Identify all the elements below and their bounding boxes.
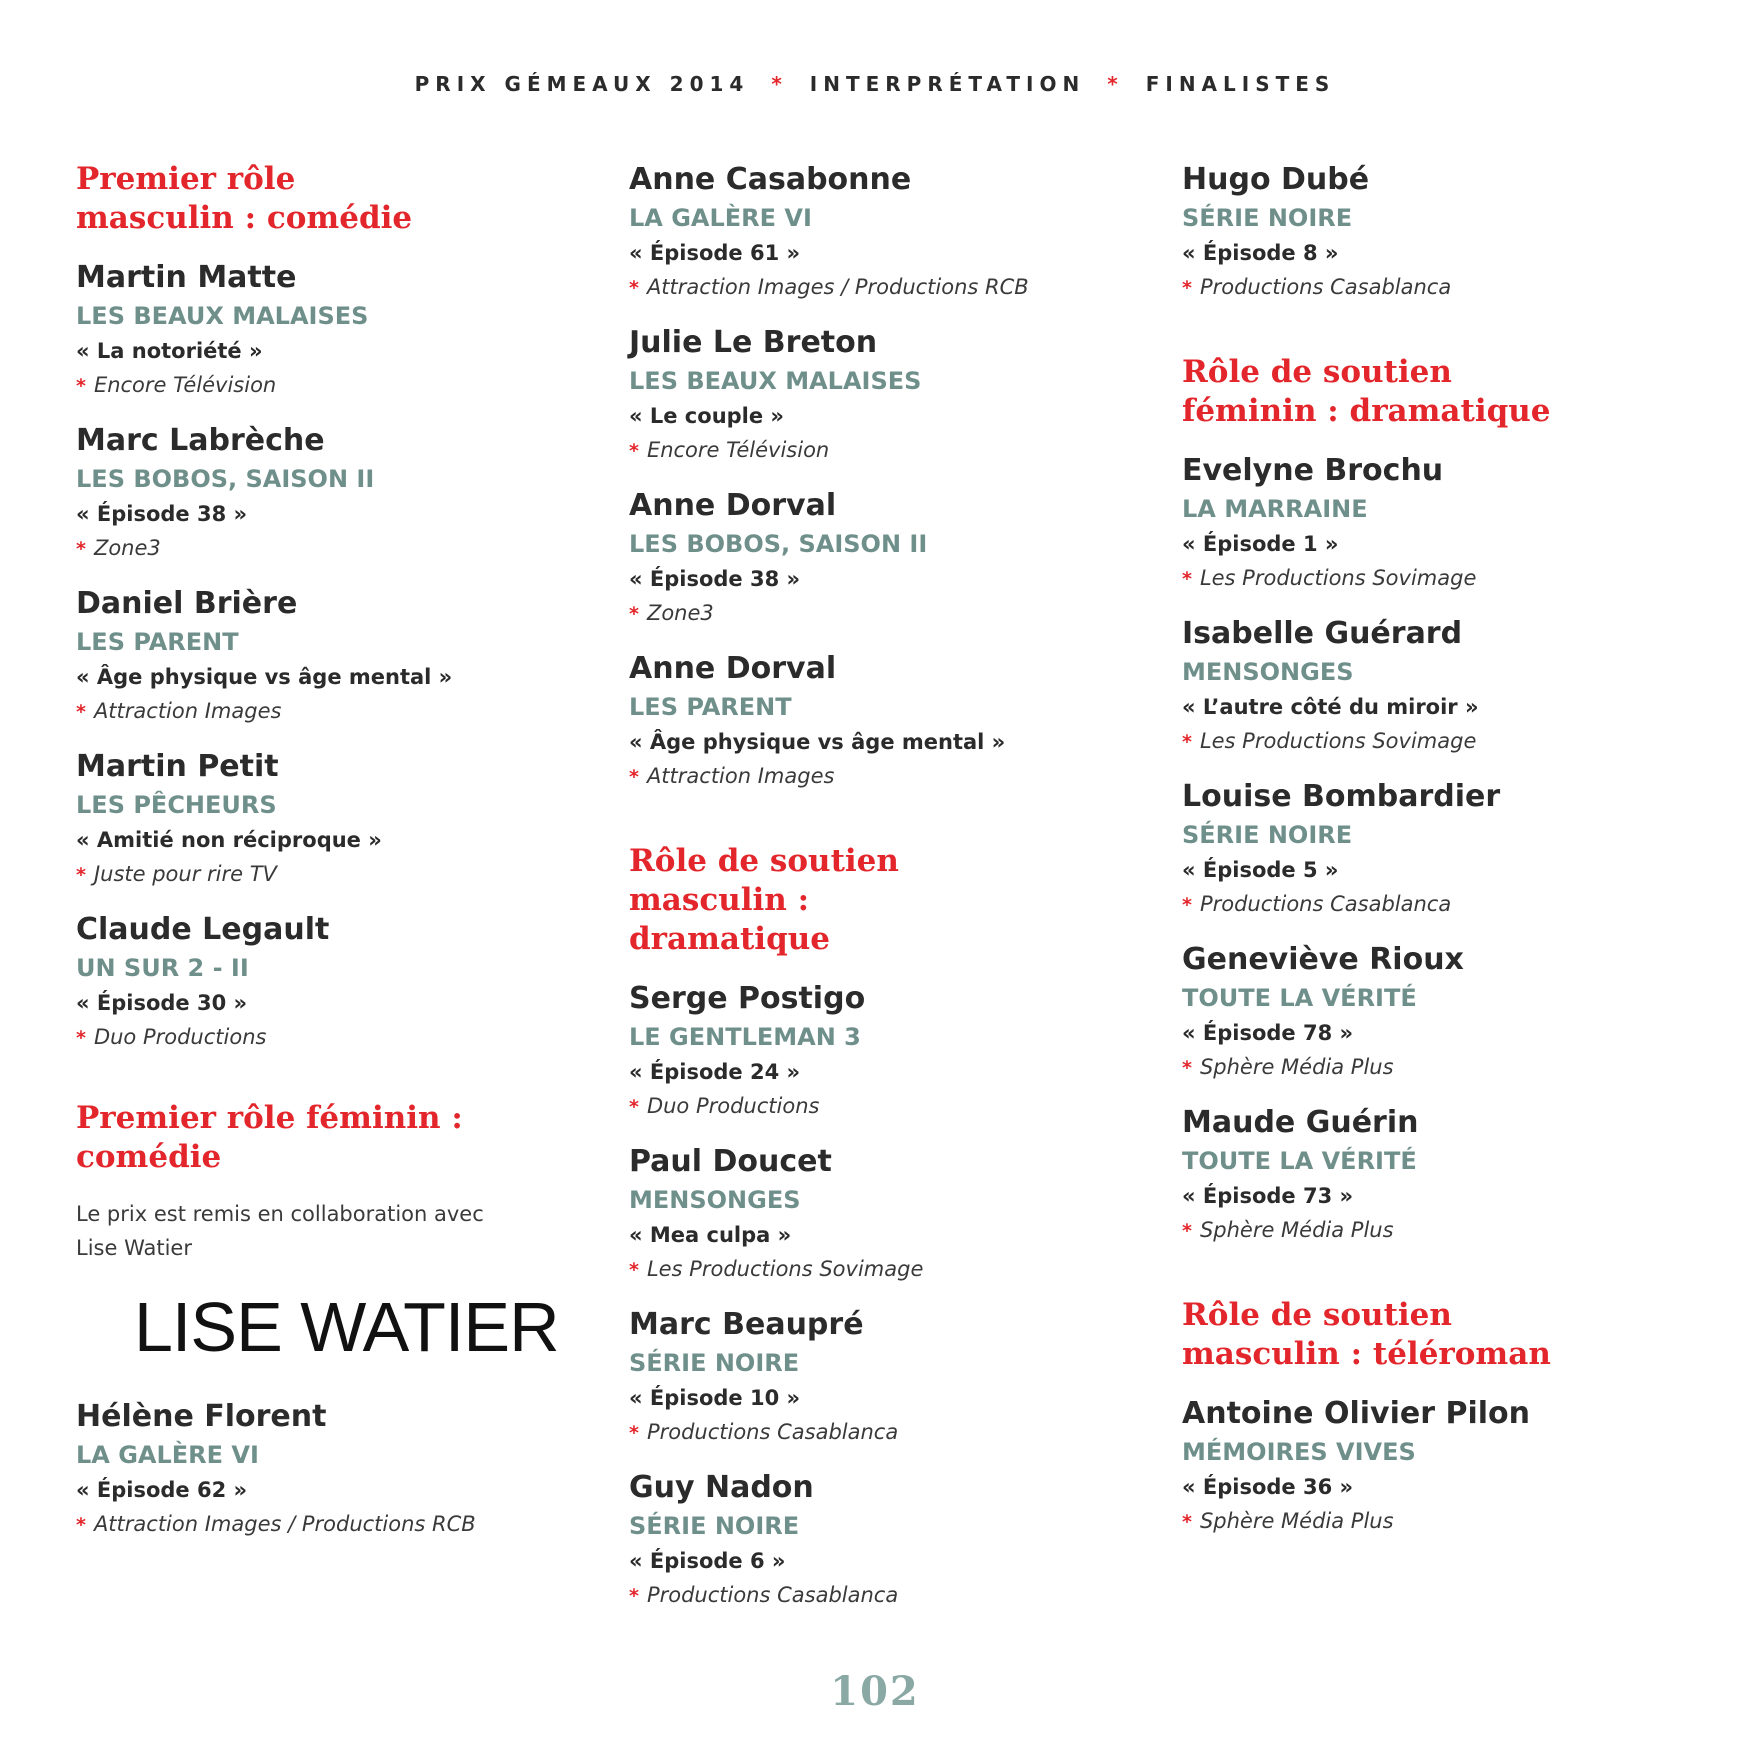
production-company [1182,1504,1712,1539]
star-icon: * [629,1422,639,1444]
show-title: MENSONGES [1182,658,1354,686]
production-company [1182,1050,1712,1085]
nominee-name: Julie Le Breton [629,325,878,360]
finalist-entry [629,323,1149,468]
episode-title: « Épisode 5 » [1182,858,1339,882]
nominee-name: Geneviève Rioux [1182,942,1464,977]
star-icon: * [1182,277,1192,299]
episode-title: « Épisode 38 » [629,567,801,591]
show-title: SÉRIE NOIRE [1182,204,1353,232]
finalist-entry [1182,614,1712,759]
finalist-list [1182,1394,1712,1539]
episode-title: « Épisode 6 » [629,1549,786,1573]
episode-title: « Épisode 73 » [1182,1184,1354,1208]
section-title: Premier rôle féminin : comédie [76,1100,463,1175]
nominee-name: Guy Nadon [629,1470,814,1505]
episode-title: « Amitié non réciproque » [76,828,382,852]
finalist-entry [1182,160,1712,305]
episode-title: « Mea culpa » [629,1223,792,1247]
finalist-list [76,1397,596,1542]
finalist-entry [1182,451,1712,596]
episode-title: « Épisode 1 » [1182,532,1339,556]
nominee-name: Anne Dorval [629,651,837,686]
lise-watier-logo: LISE WATIER [134,1288,559,1366]
finalist-entry [1182,1394,1712,1539]
star-icon: * [1182,568,1192,590]
episode-title: « Épisode 10 » [629,1386,801,1410]
show-title: TOUTE LA VÉRITÉ [1182,984,1417,1012]
show-title: LA GALÈRE VI [76,1441,259,1469]
episode-title: « Âge physique vs âge mental » [76,665,453,689]
star-icon: * [76,701,86,723]
episode-title: « Épisode 38 » [76,502,248,526]
finalist-entry [1182,1103,1712,1248]
show-title: LES PARENT [629,693,792,721]
finalist-entry [76,747,596,892]
nominee-name: Hugo Dubé [1182,162,1370,197]
production-company [1182,561,1712,596]
nominee-name: Antoine Olivier Pilon [1182,1396,1530,1431]
finalist-entry [1182,940,1712,1085]
finalist-entry [1182,777,1712,922]
production-name: Duo Productions [93,1025,267,1049]
show-title: SÉRIE NOIRE [629,1512,800,1540]
nominee-name: Anne Casabonne [629,162,912,197]
nominee-name: Martin Petit [76,749,279,784]
column-2 [629,160,1149,1631]
nominee-name: Daniel Brière [76,586,298,621]
show-title: LES BEAUX MALAISES [629,367,922,395]
production-name: Encore Télévision [646,438,830,462]
production-name: Sphère Média Plus [1199,1055,1394,1079]
production-company [629,1089,1149,1124]
header-category: INTERPRÉTATION [809,72,1086,96]
nominee-name: Paul Doucet [629,1144,832,1179]
star-icon: * [76,538,86,560]
finalist-list [629,979,1149,1613]
show-title: LA GALÈRE VI [629,204,812,232]
sponsor-note: Le prix est remis en collaboration avec Lise Watier [76,1202,484,1260]
page-number: 102 [830,1668,920,1715]
nominee-name: Hélène Florent [76,1399,327,1434]
production-name: Encore Télévision [93,373,277,397]
finalist-entry [629,1468,1149,1613]
production-company [1182,887,1712,922]
show-title: LES BOBOS, SAISON II [629,530,928,558]
finalist-entry [76,421,596,566]
show-title: LES BOBOS, SAISON II [76,465,375,493]
production-name: Les Productions Sovimage [646,1257,924,1281]
star-icon: * [76,1027,86,1049]
show-title: LE GENTLEMAN 3 [629,1023,861,1051]
finalist-entry [76,258,596,403]
show-title: SÉRIE NOIRE [1182,821,1353,849]
production-company [76,1020,596,1055]
separator-star-icon: * [771,72,788,96]
finalist-entry [76,584,596,729]
nominee-name: Anne Dorval [629,488,837,523]
star-icon: * [629,1585,639,1607]
star-icon: * [1182,1511,1192,1533]
show-title: LES BEAUX MALAISES [76,302,369,330]
nominee-name: Serge Postigo [629,981,866,1016]
nominee-name: Martin Matte [76,260,297,295]
finalist-entry [629,649,1149,794]
section-title: Rôle de soutien masculin : dramatique [629,843,899,957]
production-company [1182,270,1712,305]
nominee-name: Evelyne Brochu [1182,453,1444,488]
production-company [76,1507,596,1542]
star-icon: * [1182,894,1192,916]
episode-title: « La notoriété » [76,339,263,363]
column-3 [1182,160,1712,1557]
star-icon: * [1182,1057,1192,1079]
production-name: Sphère Média Plus [1199,1509,1394,1533]
nominee-name: Marc Beaupré [629,1307,864,1342]
header-finalists: FINALISTES [1145,72,1336,96]
production-name: Sphère Média Plus [1199,1218,1394,1242]
star-icon: * [629,440,639,462]
finalist-entry [629,160,1149,305]
production-company [629,270,1149,305]
production-name: Duo Productions [646,1094,820,1118]
show-title: LES PÊCHEURS [76,791,277,819]
show-title: LES PARENT [76,628,239,656]
production-name: Attraction Images / Productions RCB [93,1512,476,1536]
production-company [629,433,1149,468]
episode-title: « Épisode 30 » [76,991,248,1015]
star-icon: * [629,1259,639,1281]
show-title: MÉMOIRES VIVES [1182,1438,1416,1466]
episode-title: « Le couple » [629,404,784,428]
show-title: SÉRIE NOIRE [629,1349,800,1377]
section-title: Rôle de soutien féminin : dramatique [1182,354,1551,429]
separator-star-icon: * [1107,72,1124,96]
star-icon: * [1182,731,1192,753]
production-company [1182,1213,1712,1248]
production-company [629,759,1149,794]
finalist-list [1182,160,1712,305]
episode-title: « Épisode 8 » [1182,241,1339,265]
episode-title: « L’autre côté du miroir » [1182,695,1479,719]
finalist-entry [76,910,596,1055]
production-name: Productions Casablanca [1199,892,1452,916]
show-title: LA MARRAINE [1182,495,1368,523]
finalist-list [76,258,596,1055]
nominee-name: Louise Bombardier [1182,779,1501,814]
finalist-entry [629,1142,1149,1287]
star-icon: * [629,277,639,299]
production-company [1182,724,1712,759]
show-title: UN SUR 2 - II [76,954,249,982]
star-icon: * [629,1096,639,1118]
episode-title: « Épisode 61 » [629,241,801,265]
production-company [629,1252,1149,1287]
nominee-name: Maude Guérin [1182,1105,1419,1140]
episode-title: « Épisode 24 » [629,1060,801,1084]
production-name: Les Productions Sovimage [1199,729,1477,753]
column-1 [76,160,596,1560]
production-name: Attraction Images [93,699,282,723]
star-icon: * [76,375,86,397]
production-name: Les Productions Sovimage [1199,566,1477,590]
show-title: MENSONGES [629,1186,801,1214]
production-name: Productions Casablanca [646,1583,899,1607]
finalist-entry [76,1397,596,1542]
episode-title: « Épisode 36 » [1182,1475,1354,1499]
page-header [0,72,1750,96]
production-name: Zone3 [93,536,161,560]
section-title: Rôle de soutien masculin : téléroman [1182,1297,1551,1372]
production-company [76,531,596,566]
finalist-entry [629,486,1149,631]
nominee-name: Claude Legault [76,912,330,947]
production-company [629,1415,1149,1450]
star-icon: * [629,766,639,788]
production-name: Attraction Images / Productions RCB [646,275,1029,299]
nominee-name: Isabelle Guérard [1182,616,1463,651]
star-icon: * [1182,1220,1192,1242]
production-name: Attraction Images [646,764,835,788]
episode-title: « Âge physique vs âge mental » [629,730,1006,754]
production-company [76,368,596,403]
star-icon: * [629,603,639,625]
finalist-list [1182,451,1712,1248]
production-name: Productions Casablanca [646,1420,899,1444]
production-company [629,596,1149,631]
star-icon: * [76,864,86,886]
production-company [629,1578,1149,1613]
production-name: Juste pour rire TV [93,862,277,886]
episode-title: « Épisode 62 » [76,1478,248,1502]
header-award: PRIX GÉMEAUX 2014 [414,72,750,96]
show-title: TOUTE LA VÉRITÉ [1182,1147,1417,1175]
finalist-entry [629,1305,1149,1450]
episode-title: « Épisode 78 » [1182,1021,1354,1045]
production-name: Zone3 [646,601,714,625]
nominee-name: Marc Labrèche [76,423,325,458]
finalist-entry [629,979,1149,1124]
section-title: Premier rôle masculin : comédie [76,161,413,236]
star-icon: * [76,1514,86,1536]
production-company [76,857,596,892]
production-company [76,694,596,729]
production-name: Productions Casablanca [1199,275,1452,299]
finalist-list [629,160,1149,794]
